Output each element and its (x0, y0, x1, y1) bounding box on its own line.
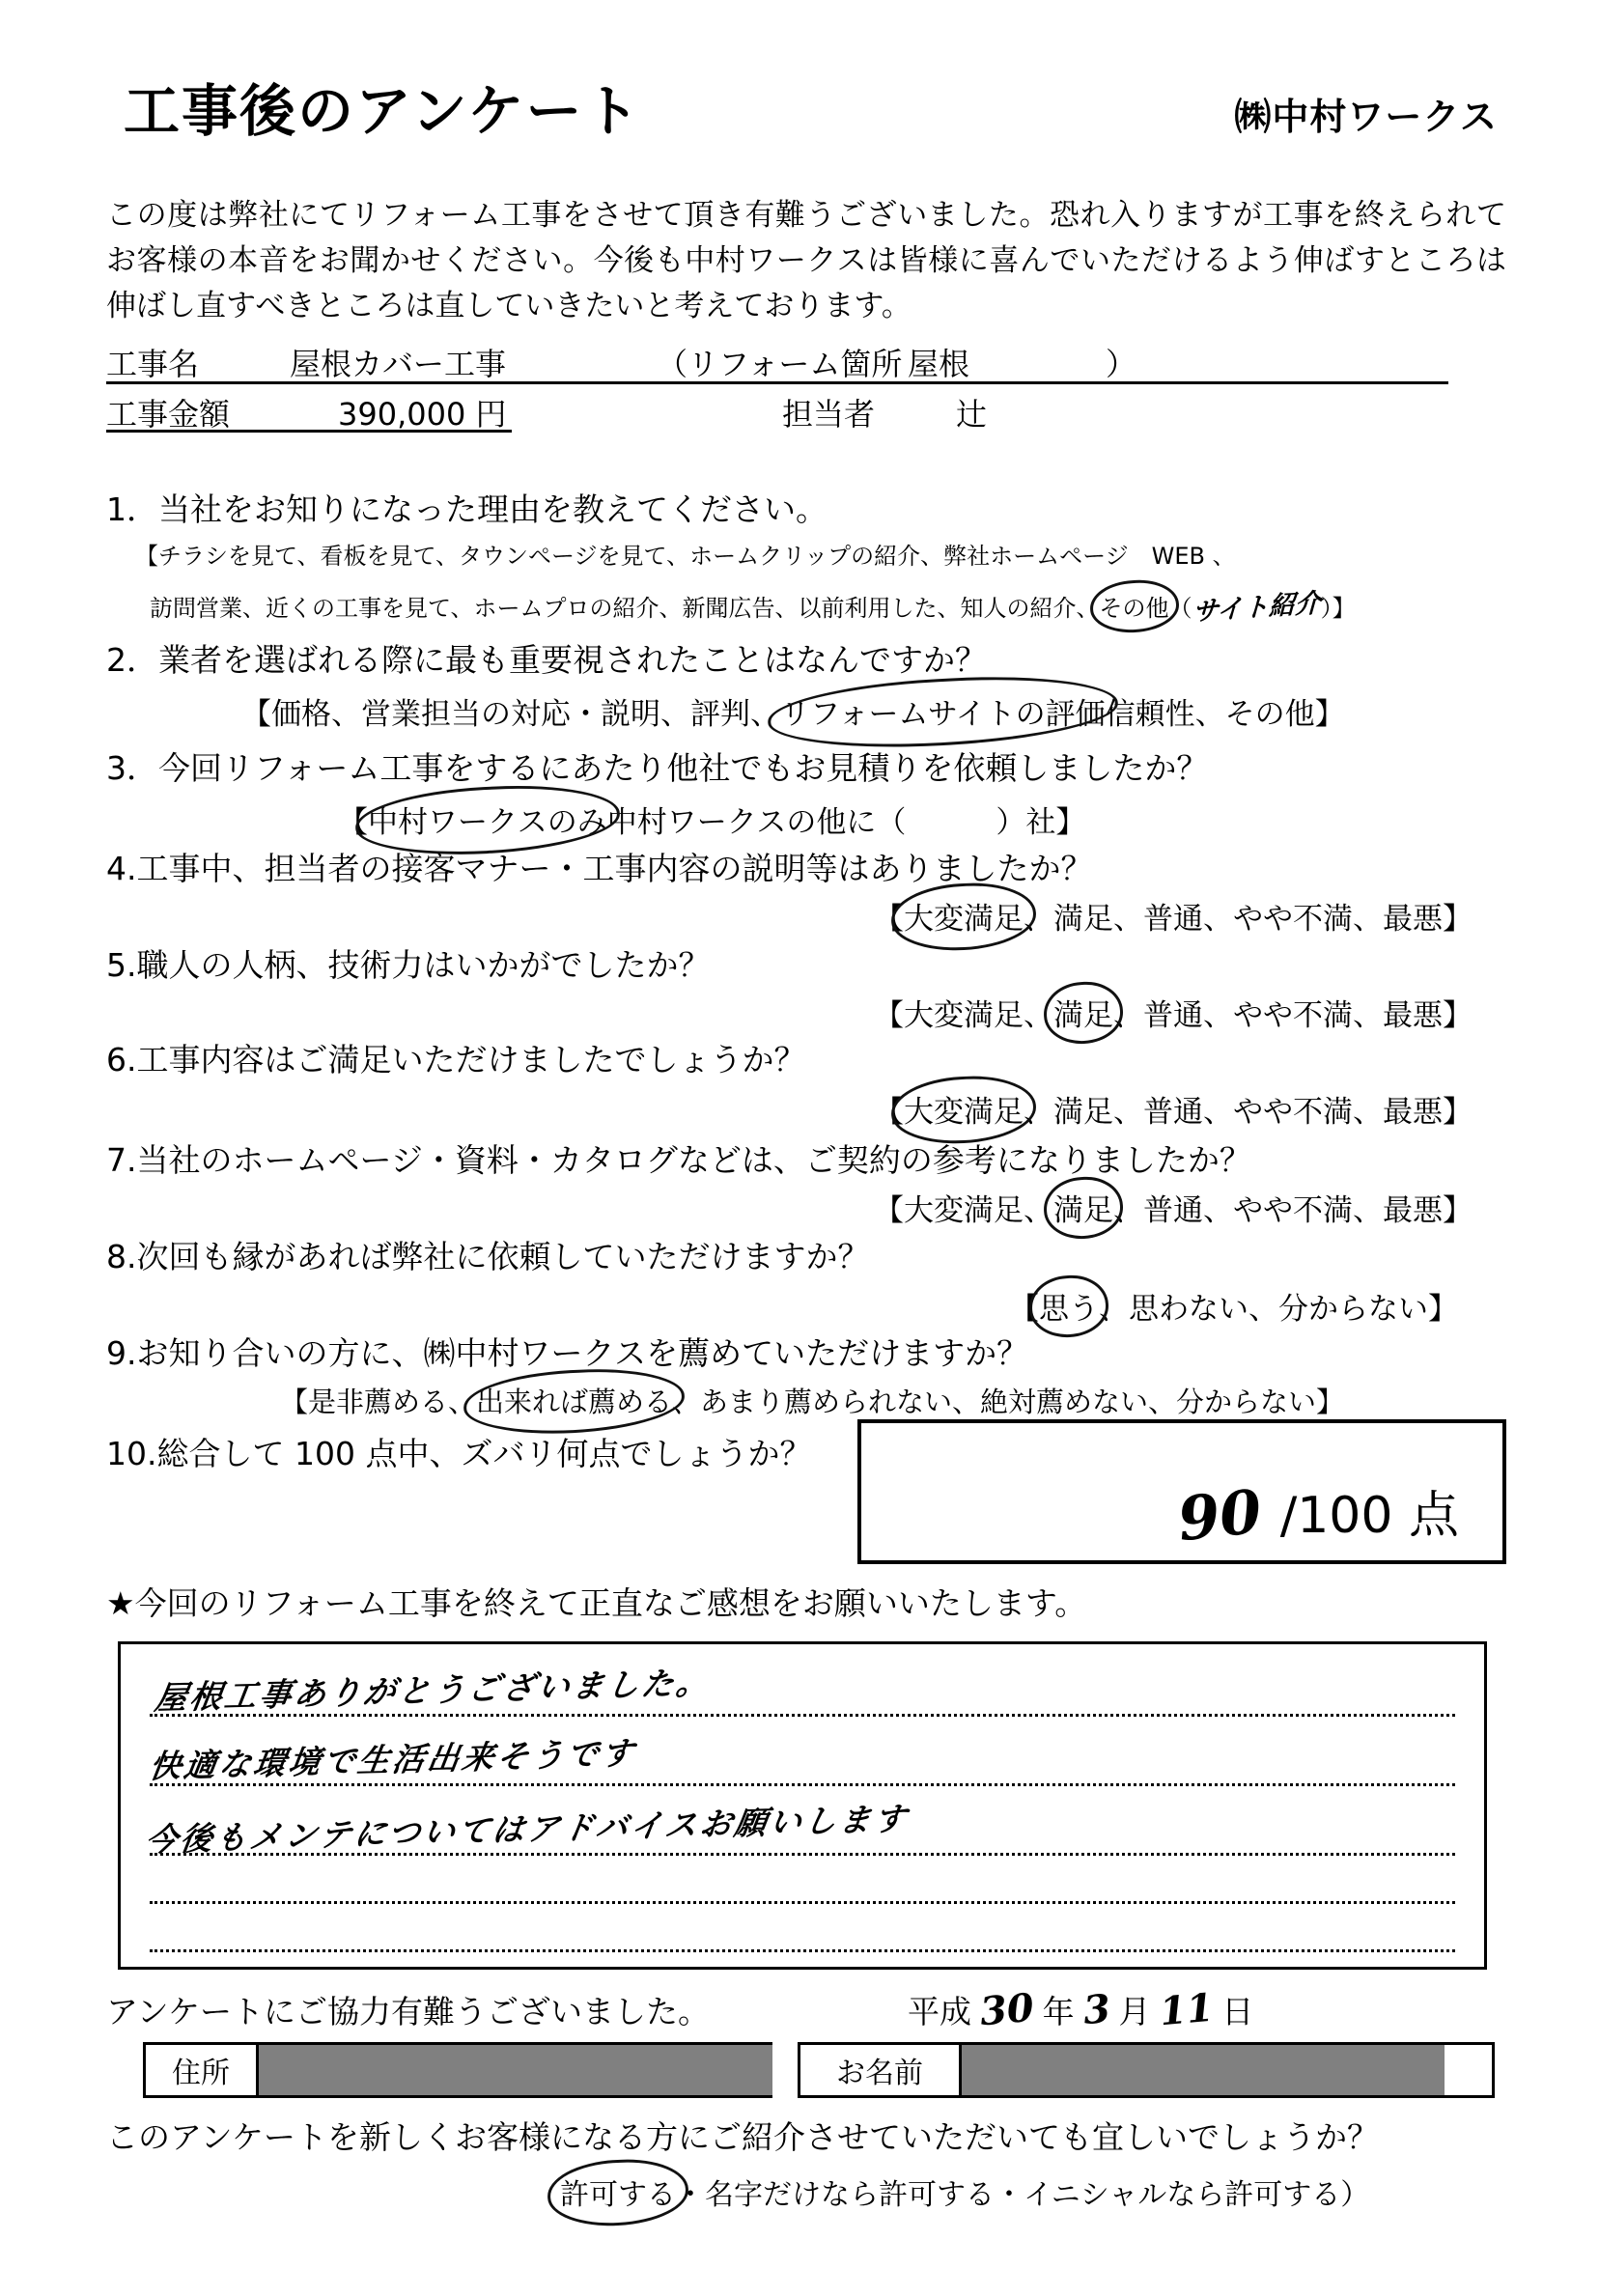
consent-selected-option[interactable]: 許可する (560, 2170, 676, 2213)
question-5-options (874, 991, 1473, 1034)
question-4-options (874, 894, 1473, 938)
question-3-options-prefix: 【 (338, 805, 368, 840)
contact-table (143, 2042, 1495, 2098)
date-row (908, 1984, 1254, 2035)
survey-page (0, 39, 1599, 2296)
page-title: 工事後のアンケート (124, 78, 642, 144)
question-4-text: 4.工事中、担当者の接客マナー・工事内容の説明等はありましたか？ (106, 850, 1093, 887)
amount-rule (106, 430, 512, 433)
question-9-selected-option[interactable]: 出来れば薦める (476, 1381, 672, 1420)
question-8-options-prefix: 【 (1009, 1292, 1039, 1327)
question-3-text: 3．今回リフォーム工事をするにあたり他社でもお見積りを依頼しましたか？ (106, 749, 1209, 787)
table-end-cell (1445, 2042, 1495, 2098)
question-1-options-prefix: 訪問営業、近くの工事を見て、ホームプロの紹介、新聞広告、以前利用した、知人の紹介、 (150, 595, 1100, 622)
question-1-selected-option[interactable]: その他 (1100, 589, 1169, 623)
reform-place-paren-close: ） (1106, 346, 1137, 382)
question-7-options (874, 1186, 1473, 1229)
question-2-options-prefix: 【価格、営業担当の対応・説明、評判、 (241, 697, 780, 732)
era-label: 平成 (908, 1993, 971, 2030)
question-8-options (1009, 1284, 1458, 1328)
date-year-value: 30 (978, 1984, 1036, 2035)
consent-question: このアンケートを新しくお客様になる方にご紹介させていただいても宜しいでしょうか？ (106, 2118, 1380, 2156)
question-7-selected-option[interactable]: 満足 (1053, 1186, 1113, 1229)
project-info (106, 336, 1448, 433)
comment-box[interactable] (118, 1641, 1487, 1970)
reform-place-label: （リフォーム箇所 (657, 346, 903, 382)
question-7-options-suffix: 、普通、やや不満、最悪】 (1113, 1193, 1473, 1228)
question-1-handwritten-detail: サイト紹介 (1192, 588, 1321, 628)
year-unit: 年 (1042, 1993, 1075, 2030)
question-7-text: 7.当社のホームページ・資料・カタログなどは、ご契約の参考になりましたか？ (106, 1141, 1251, 1179)
project-amount-row (106, 384, 1448, 433)
question-4-selected-option[interactable]: 大変満足 (904, 894, 1024, 938)
question-4-options-prefix: 【 (874, 902, 904, 937)
amount-value: 390,000 円 (338, 396, 507, 433)
question-6-options-prefix: 【 (874, 1095, 904, 1130)
question-9-text: 9.お知り合いの方に、㈱中村ワークスを薦めていただけますか？ (106, 1334, 1029, 1372)
question-6-text: 6.工事内容はご満足いただけましたでしょうか？ (106, 1041, 806, 1078)
amount-label: 工事金額 (106, 396, 231, 433)
question-1-options-line2 (150, 586, 1356, 628)
question-8-text: 8.次回も縁があれば弊社に依頼していただけますか？ (106, 1238, 870, 1275)
address-value-redacted[interactable] (259, 2042, 772, 2098)
month-unit: 月 (1118, 1993, 1151, 2030)
question-7-options-prefix: 【大変満足、 (874, 1193, 1053, 1228)
table-gap (772, 2042, 798, 2098)
consent-options (560, 2170, 1369, 2213)
comment-handwritten-line: 快適な環境で生活出来そうです (146, 1733, 639, 1786)
question-9-options-prefix: 【是非薦める、 (280, 1386, 477, 1418)
question-5-text: 5.職人の人柄、技術力はいかがでしたか？ (106, 946, 711, 984)
question-2-text: 2．業者を選ばれる際に最も重要視されたことはなんですか？ (106, 641, 987, 679)
question-10-text: 10.総合して 100 点中、ズバリ何点でしょうか？ (106, 1435, 812, 1472)
question-9-options-suffix: 、あまり薦められない、絶対薦めない、分からない】 (672, 1386, 1345, 1418)
question-6-options-suffix: 、満足、普通、やや不満、最悪】 (1024, 1095, 1473, 1130)
question-2-options-suffix: 信頼性、その他】 (1105, 697, 1345, 732)
comment-ruled-line (150, 1901, 1455, 1904)
project-name-row (106, 336, 1448, 384)
question-9-options (280, 1381, 1344, 1420)
consent-options-rest: ・名字だけなら許可する・イニシャルなら許可する） (676, 2178, 1370, 2212)
question-8-options-suffix: 、思わない、分からない】 (1099, 1292, 1458, 1327)
question-8-selected-option[interactable]: 思う (1039, 1284, 1099, 1328)
question-1-paren-open: （ (1168, 595, 1192, 622)
address-label: 住所 (143, 2042, 259, 2098)
question-4-options-suffix: 、満足、普通、やや不満、最悪】 (1024, 902, 1473, 937)
project-name-value: 屋根カバー工事 (290, 346, 507, 382)
question-1-options-line1: 【チラシを見て、看板を見て、タウンページを見て、ホームクリップの紹介、弊社ホームページ WEB 、 (135, 543, 1236, 570)
staff-value: 辻 (956, 396, 988, 433)
question-2-selected-option[interactable]: リフォームサイトの評価 (780, 689, 1106, 733)
question-3-selected-option[interactable]: 中村ワークスのみ (368, 798, 607, 841)
question-3-options-suffix: 中村ワークスの他に（ ）社】 (606, 805, 1086, 840)
question-6-selected-option[interactable]: 大変満足 (904, 1087, 1024, 1131)
comment-handwritten-line: 屋根工事ありがとうございました。 (152, 1663, 715, 1718)
question-1-options-suffix: ）】 (1320, 595, 1356, 622)
question-6-options (874, 1087, 1473, 1131)
score-box[interactable] (857, 1419, 1506, 1564)
day-unit: 日 (1221, 1993, 1254, 2030)
date-month-value: 3 (1080, 1985, 1112, 2034)
staff-label: 担当者 (782, 396, 876, 433)
question-5-options-prefix: 【大変満足、 (874, 998, 1053, 1033)
intro-paragraph: この度は弊社にてリフォーム工事をさせて頂き有難うございました。恐れ入りますが工事を終えられてお客様の本音をお聞かせください。今後も中村ワークスは皆様に喜んでいただけるよう伸ばすところは伸ばし直すべきところは直していきたいと考えております。 (106, 198, 1506, 323)
page-header (0, 39, 1599, 154)
thanks-text: アンケートにご協力有難うございました。 (106, 1993, 711, 2030)
question-5-selected-option[interactable]: 満足 (1053, 991, 1113, 1034)
question-1-text: 1．当社をお知りになった理由を教えてください。 (106, 490, 828, 528)
reform-place-value: 屋根 (908, 346, 970, 382)
date-day-value: 11 (1157, 1984, 1216, 2035)
project-name-label: 工事名 (106, 346, 200, 382)
name-value-redacted[interactable] (962, 2042, 1445, 2098)
score-denominator: /100 点 (1279, 1487, 1459, 1545)
question-3-options (338, 798, 1085, 841)
question-2-options (241, 689, 1345, 733)
name-label: お名前 (798, 2042, 962, 2098)
company-name: ㈱中村ワークス (1234, 96, 1498, 138)
comment-prompt: ★今回のリフォーム工事を終えて正直なご感想をお願いいたします。 (106, 1584, 1087, 1622)
comment-ruled-line (150, 1714, 1455, 1717)
comment-handwritten-line: 今後もメンテについてはアドバイスお願いします (142, 1799, 912, 1860)
question-5-options-suffix: 、普通、やや不満、最悪】 (1113, 998, 1473, 1033)
comment-ruled-line (150, 1783, 1455, 1786)
score-value: 90 (1174, 1475, 1265, 1555)
comment-ruled-line (150, 1949, 1455, 1952)
